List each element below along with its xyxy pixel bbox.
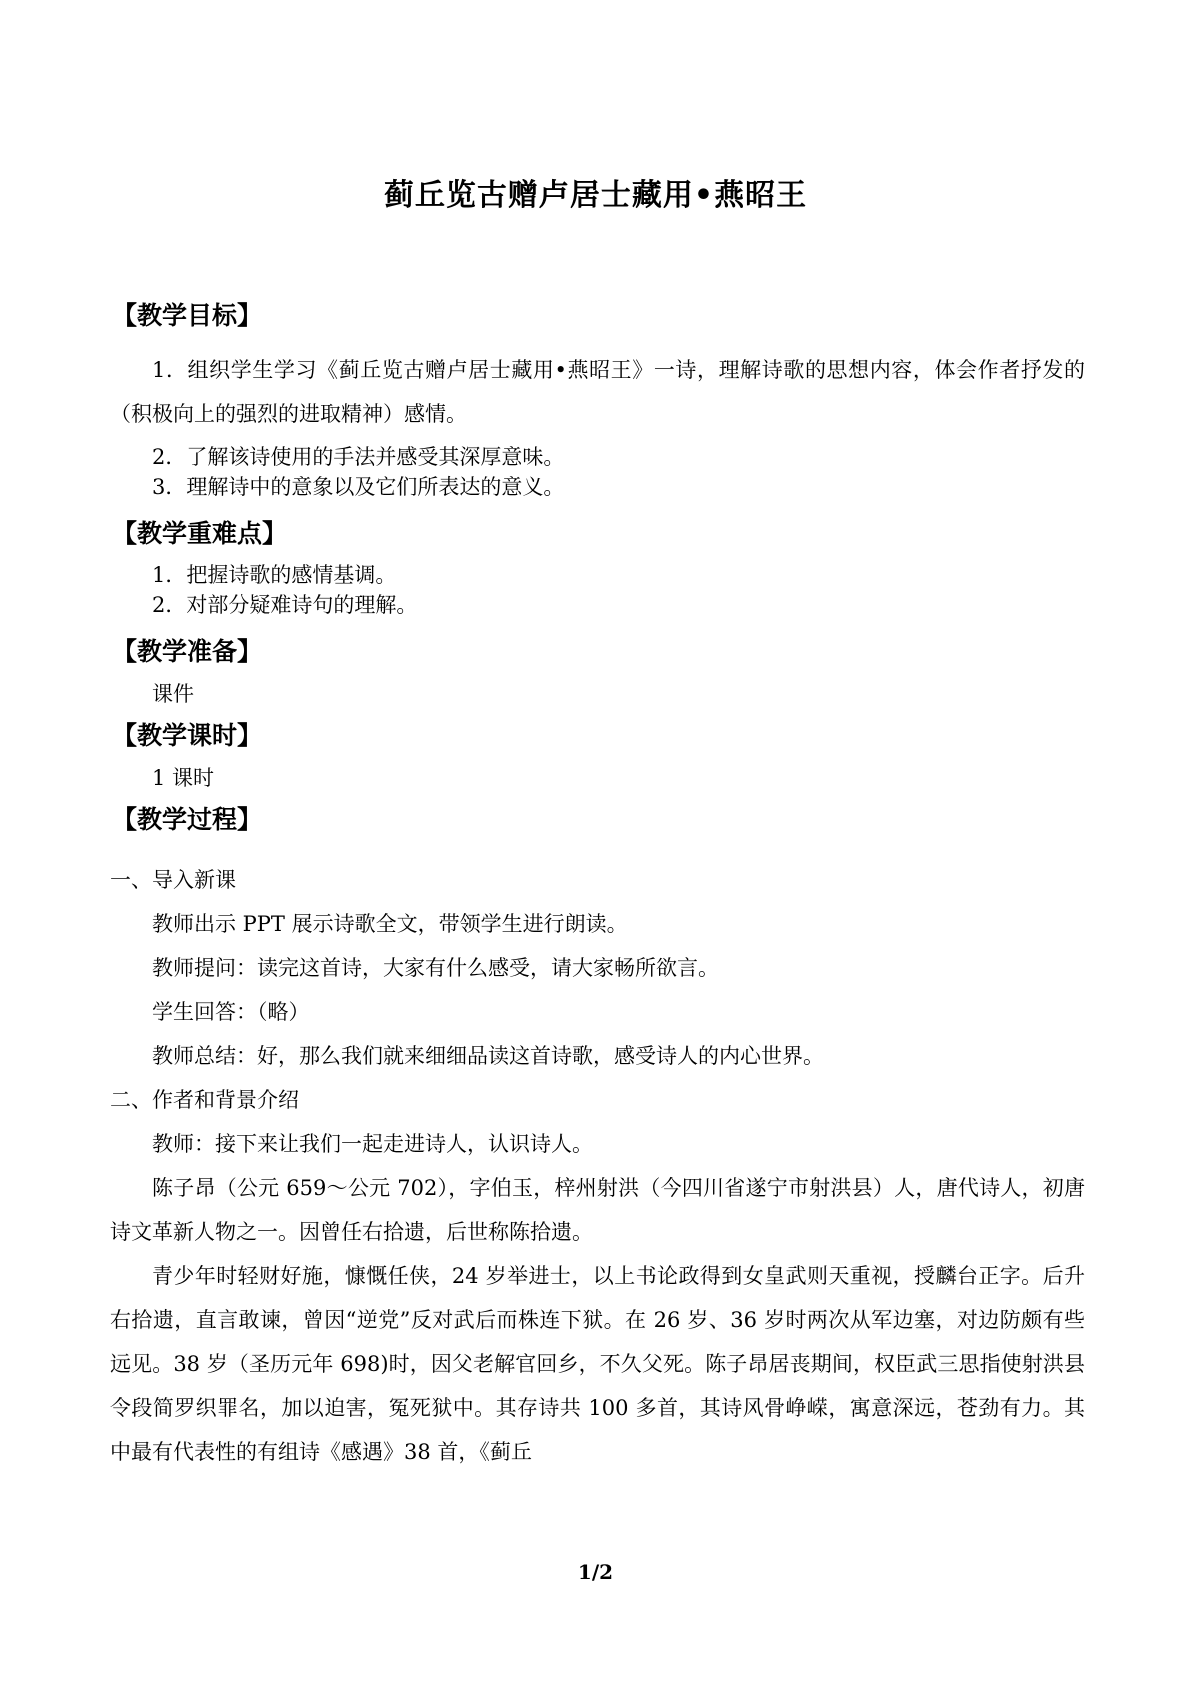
section-heading-goals: 【教学目标】 — [112, 301, 263, 330]
process-part1-title: 一、导入新课 — [110, 868, 236, 892]
process-part1-line-1: 教师出示 PPT 展示诗歌全文，带领学生进行朗读。 — [152, 912, 628, 936]
document-body — [110, 296, 1085, 1474]
process-part2-line-1: 教师：接下来让我们一起走进诗人，认识诗人。 — [152, 1132, 593, 1156]
goal-item-3: 3．理解诗中的意象以及它们所表达的意义。 — [152, 475, 565, 499]
process-part2-line-2: 陈子昂（公元 659～公元 702），字伯玉，梓州射洪（今四川省遂宁市射洪县）人，唐代诗人，初唐诗文革新人物之一。因曾任右拾遗，后世称陈拾遗。 — [110, 1176, 1085, 1244]
difficulty-item-1: 1．把握诗歌的感情基调。 — [152, 563, 397, 587]
process-part2-title: 二、作者和背景介绍 — [110, 1088, 299, 1112]
process-part1-line-3: 学生回答：（略） — [152, 1000, 310, 1024]
duration-text: 1 课时 — [152, 766, 215, 790]
document-title: 蓟丘览古赠卢居士藏用•燕昭王 — [383, 178, 808, 213]
goal-item-1: 1．组织学生学习《蓟丘览古赠卢居士藏用•燕昭王》一诗，理解诗歌的思想内容，体会作者抒发的（积极向上的强烈的进取精神）感情。 — [110, 358, 1085, 426]
difficulty-item-2: 2．对部分疑难诗句的理解。 — [152, 593, 418, 617]
goal-item-2: 2．了解该诗使用的手法并感受其深厚意味。 — [152, 445, 565, 469]
page-number: 1/2 — [577, 1560, 614, 1584]
process-part1-line-2: 教师提问：读完这首诗，大家有什么感受，请大家畅所欲言。 — [152, 956, 719, 980]
section-heading-preparation: 【教学准备】 — [112, 637, 263, 666]
process-part1-line-4: 教师总结：好，那么我们就来细细品读这首诗歌，感受诗人的内心世界。 — [152, 1044, 824, 1068]
section-heading-difficulties: 【教学重难点】 — [112, 519, 288, 548]
section-heading-duration: 【教学课时】 — [112, 721, 263, 750]
section-heading-process: 【教学过程】 — [112, 805, 263, 834]
preparation-text: 课件 — [152, 682, 194, 706]
process-part2-line-3: 青少年时轻财好施，慷慨任侠，24 岁举进士，以上书论政得到女皇武则天重视，授麟台正字。后升右拾遗，直言敢谏，曾因“逆党”反对武后而株连下狱。在 26 岁、36 岁时两次从军边塞，对边防颇有些远见。38 岁（圣历元年 698)时，因父老解官回乡，不久父死。陈子昂居丧期间，权臣武三思指使射洪县令段简罗织罪名，加以迫害，冤死狱中。其存诗共 100 多首，其诗风骨峥嵘，寓意深远，苍劲有力。其中最有代表性的有组诗《感遇》38 首，《蓟丘 — [110, 1264, 1086, 1464]
